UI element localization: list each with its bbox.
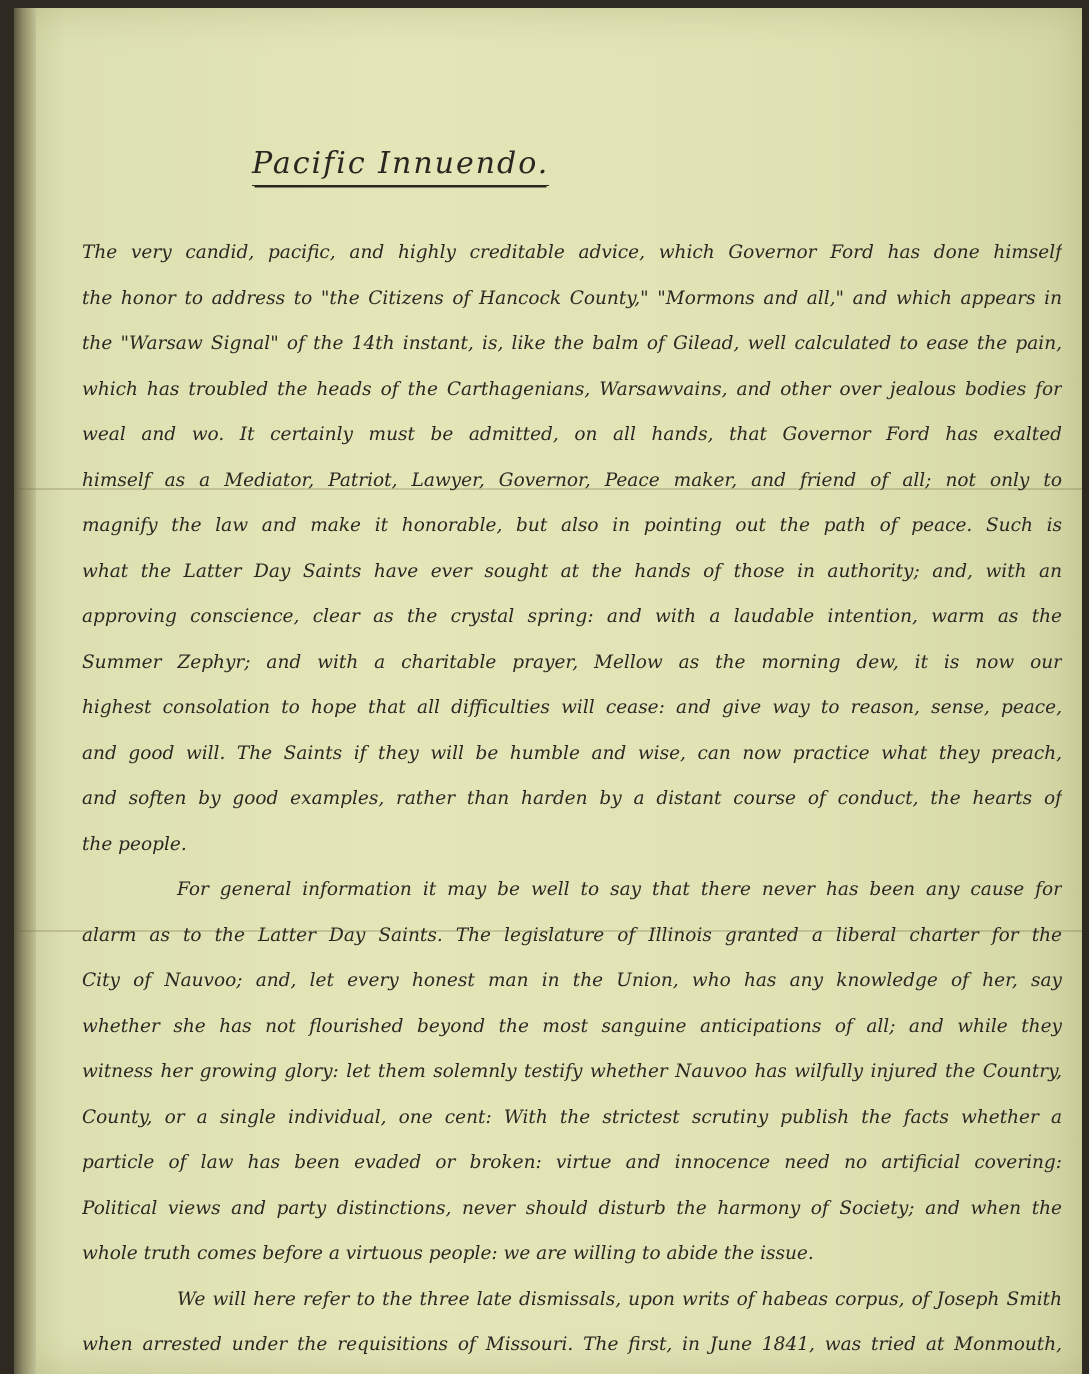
text-line: which has troubled the heads of the Carthagenians, Warsawvains, and other over jealous bodies for [82, 378, 1062, 400]
text-line: The very candid, pacific, and highly creditable advice, which Governor Ford has done himself [82, 242, 1062, 263]
text-line: alarm as to the Latter Day Saints. The legislature of Illinois granted a liberal charter for the [82, 924, 1062, 946]
text-line: approving conscience, clear as the crystal spring: and with a laudable intention, warm as the [82, 606, 1062, 627]
text-line: the people. [82, 833, 187, 855]
text-line: City of Nauvoo; and, let every honest man in the Union, who has any knowledge of her, say [82, 970, 1062, 991]
text-line: the "Warsaw Signal" of the 14th instant, is, like the balm of Gilead, well calculated to ease the pain, [82, 333, 1062, 354]
text-line: whether she has not flourished beyond the most sanguine anticipations of all; and while they [82, 1015, 1062, 1037]
text-line: magnify the law and make it honorable, but also in pointing out the path of peace. Such is [82, 515, 1062, 536]
text-line: and good will. The Saints if they will be humble and wise, can now practice what they preach, [82, 742, 1062, 764]
text-line: when arrested under the requisitions of Missouri. The first, in June 1841, was tried at Monmouth, [82, 1334, 1062, 1355]
manuscript-body [82, 230, 1062, 1368]
text-line: what the Latter Day Saints have ever sought at the hands of those in authority; and, with an [82, 560, 1062, 582]
text-line: For general information it may be well to say that there never has been any cause for [177, 879, 1062, 900]
text-line: Political views and party distinctions, never should disturb the harmony of Society; and when the [82, 1197, 1062, 1219]
text-line: We will here refer to the three late dismissals, upon writs of habeas corpus, of Joseph Smith [177, 1288, 1062, 1310]
text-line: Summer Zephyr; and with a charitable prayer, Mellow as the morning dew, it is now our [82, 651, 1062, 673]
text-line: County, or a single individual, one cent: With the strictest scrutiny publish the facts whether a [82, 1106, 1062, 1128]
text-line: himself as a Mediator, Patriot, Lawyer, Governor, Peace maker, and friend of all; not only to [82, 469, 1062, 491]
text-line: the honor to address to "the Citizens of Hancock County," "Mormons and all," and which appears in [82, 287, 1062, 309]
text-line: highest consolation to hope that all difficulties will cease: and give way to reason, sense, peace, [82, 697, 1062, 718]
text-line: and soften by good examples, rather than harden by a distant course of conduct, the hearts of [82, 788, 1062, 809]
page-title: Pacific Innuendo. [252, 146, 549, 186]
binding-edge [14, 8, 36, 1374]
text-line: particle of law has been evaded or broken: virtue and innocence need no artificial covering: [82, 1152, 1062, 1173]
text-line: weal and wo. It certainly must be admitted, on all hands, that Governor Ford has exalted [82, 424, 1062, 445]
text-line: witness her growing glory: let them solemnly testify whether Nauvoo has wilfully injured the Country, [82, 1061, 1062, 1082]
text-line: whole truth comes before a virtuous people: we are willing to abide the issue. [82, 1243, 814, 1264]
